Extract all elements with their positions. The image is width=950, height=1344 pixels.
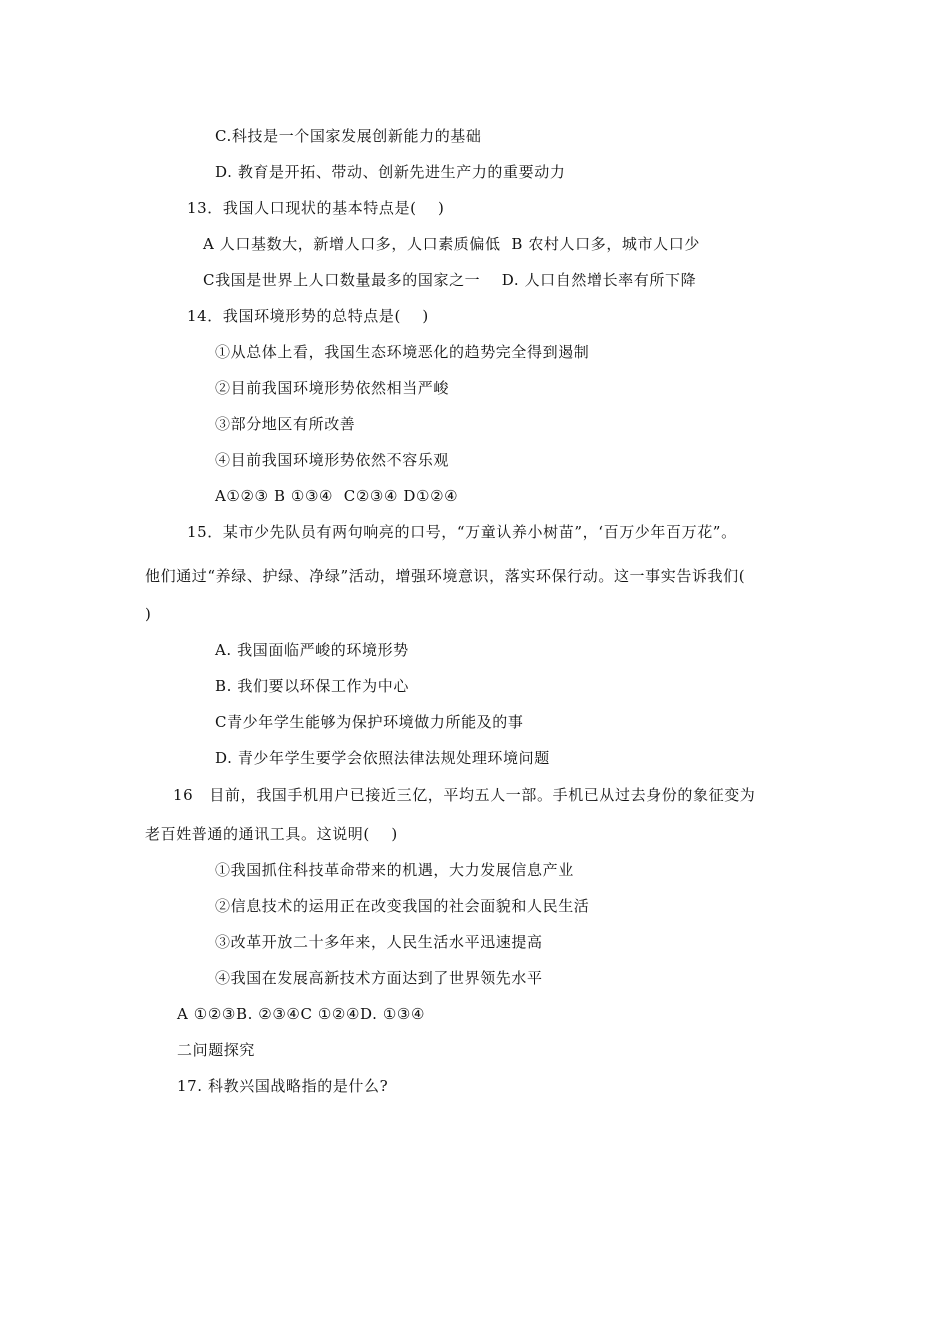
options-14: A①②③ B ①③④ C②③④ D①②④ [215, 487, 459, 505]
question-15-line2: 他们通过“养绿、护绿、净绿”活动，增强环境意识，落实环保行动。这一事实告诉我们( [145, 567, 746, 585]
option-15b: B. 我们要以环保工作为中心 [215, 677, 409, 695]
statement-16-4: ④我国在发展高新技术方面达到了世界领先水平 [215, 969, 543, 987]
option-15a: A. 我国面临严峻的环境形势 [215, 641, 409, 659]
options-13-ab: A 人口基数大，新增人口多，人口素质偏低 B 农村人口多，城市人口少 [203, 235, 700, 253]
question-13: 13．我国人口现状的基本特点是( ) [187, 199, 445, 217]
question-15-line1: 15．某市少先队员有两句响亮的口号，“万童认养小树苗”，‘百万少年百万花”。 [187, 523, 737, 541]
statement-14-1: ①从总体上看，我国生态环境恶化的趋势完全得到遏制 [215, 343, 590, 361]
option-12c: C.科技是一个国家发展创新能力的基础 [215, 127, 482, 145]
statement-16-3: ③改革开放二十多年来，人民生活水平迅速提高 [215, 933, 543, 951]
statement-14-3: ③部分地区有所改善 [215, 415, 356, 433]
question-16-line2: 老百姓普通的通讯工具。这说明( ) [145, 825, 398, 843]
statement-16-1: ①我国抓住科技革命带来的机遇，大力发展信息产业 [215, 861, 574, 879]
option-12d: D. 教育是开拓、带动、创新先进生产力的重要动力 [215, 163, 566, 181]
question-15-line3: ) [145, 605, 152, 623]
option-15c: C青少年学生能够为保护环境做力所能及的事 [215, 713, 524, 731]
statement-16-2: ②信息技术的运用正在改变我国的社会面貌和人民生活 [215, 897, 590, 915]
options-13-cd: C我国是世界上人口数量最多的国家之一 D. 人口自然增长率有所下降 [203, 271, 697, 289]
statement-14-4: ④目前我国环境形势依然不容乐观 [215, 451, 450, 469]
question-16-line1: 16 目前，我国手机用户已接近三亿，平均五人一部。手机已从过去身份的象征变为 [173, 786, 756, 804]
section-heading: 二问题探究 [177, 1041, 256, 1059]
question-17: 17. 科教兴国战略指的是什么? [177, 1077, 389, 1095]
statement-14-2: ②目前我国环境形势依然相当严峻 [215, 379, 450, 397]
option-15d: D. 青少年学生要学会依照法律法规处理环境问题 [215, 749, 550, 767]
options-16: A ①②③B. ②③④C ①②④D. ①③④ [177, 1005, 425, 1023]
question-14: 14．我国环境形势的总特点是( ) [187, 307, 429, 325]
